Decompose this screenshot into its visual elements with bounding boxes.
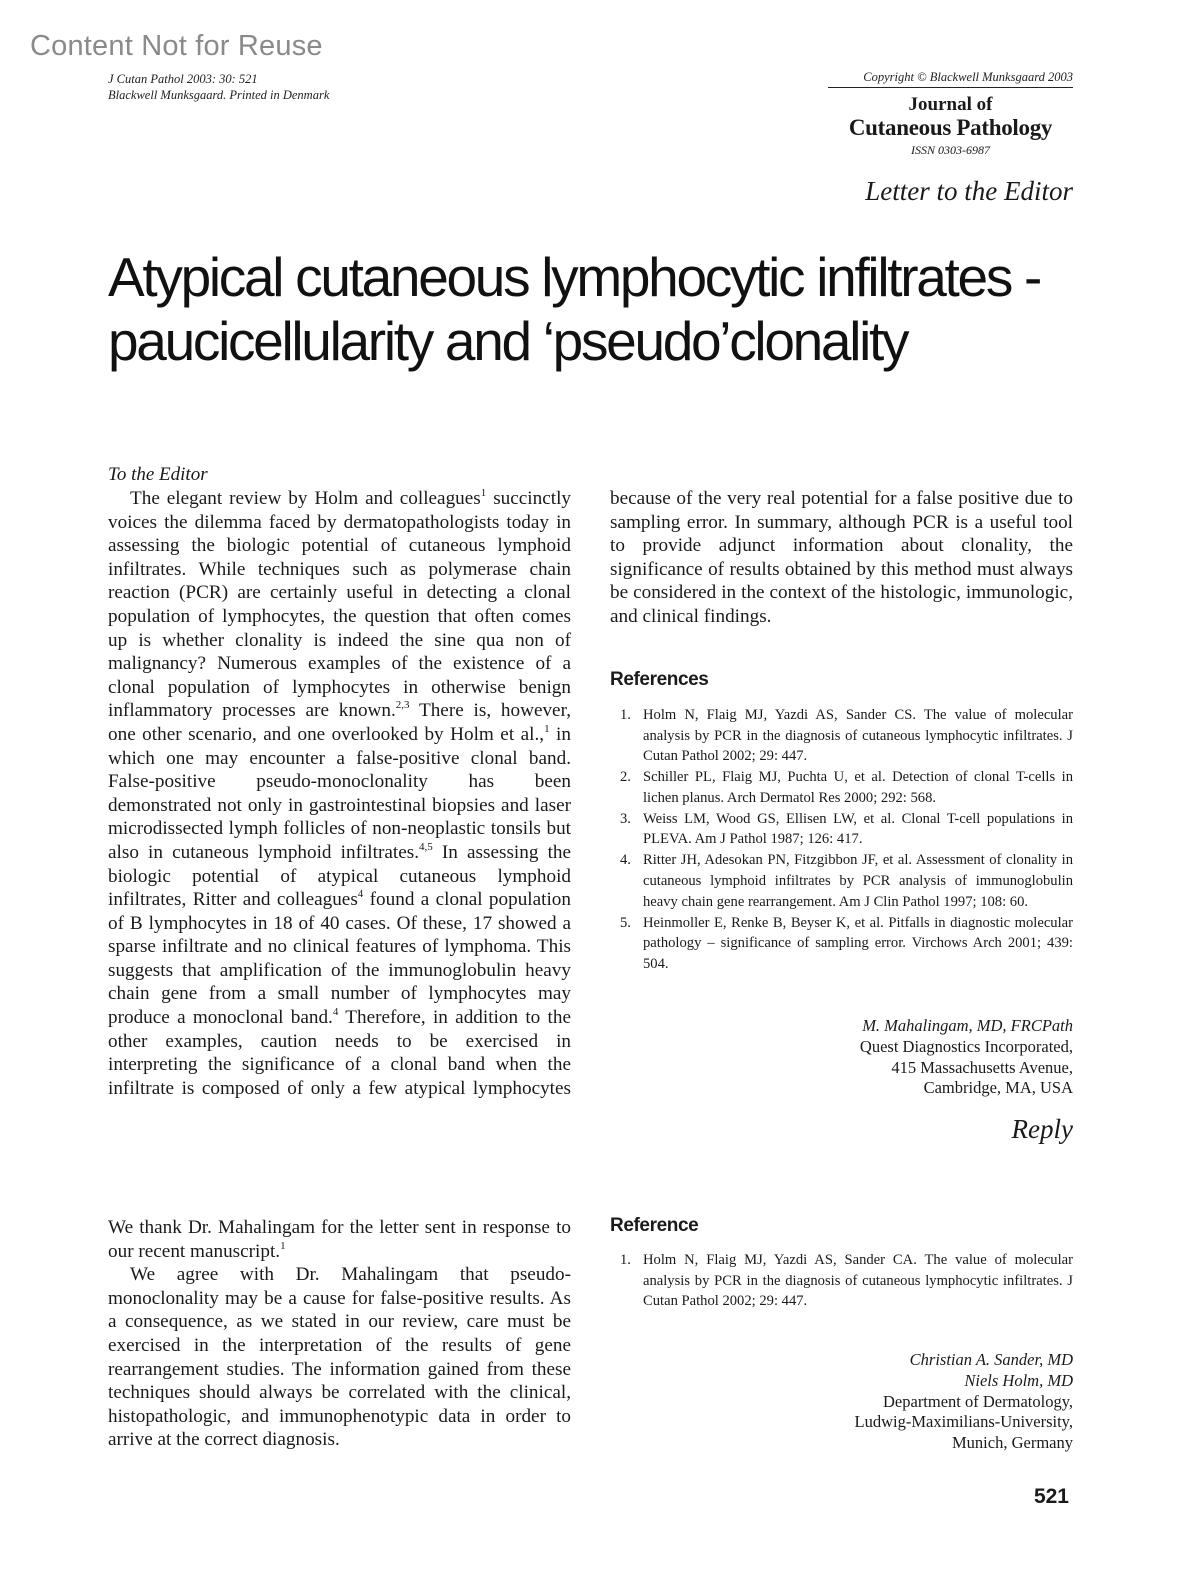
title-line-1: Atypical cutaneous lymphocytic infiltrates -	[108, 246, 1041, 308]
journal-of: Journal of	[908, 94, 993, 115]
reference-heading: Reference	[610, 1215, 699, 1236]
citation-sup: 4	[332, 1006, 339, 1019]
letter-references	[610, 669, 1073, 975]
letter-signature	[610, 1016, 1073, 1099]
journal-masthead	[828, 95, 1073, 158]
publisher-line: Blackwell Munksgaard. Printed in Denmark	[108, 88, 330, 102]
city-line: Munich, Germany	[952, 1433, 1073, 1453]
author-name: Christian A. Sander, MD	[909, 1350, 1073, 1369]
article-title	[108, 245, 1098, 373]
citation-line: J Cutan Pathol 2003: 30: 521	[108, 72, 258, 86]
citation-sup: 1	[544, 722, 550, 735]
watermark: Content Not for Reuse	[30, 30, 323, 62]
citation-sup: 1	[480, 487, 487, 499]
author-name: Niels Holm, MD	[964, 1370, 1073, 1390]
reply-label: Reply	[1011, 1114, 1073, 1144]
reply-references	[610, 1215, 1073, 1312]
letter-paragraph: The elegant review by Holm and colleagues$^1$ succinctly voices the dilemma faced by dermatopathologists today in assessing the biologic potential of cutaneous lymphoid infiltrates. While techniques such as polymerase chain reaction (PCR) are certainly useful in detecting a clonal population of lymphocytes, the question that often comes up is whether clonality is indeed the sine qua non of malignancy? Numerous examples of the existence of a clonal population of lymphocytes in otherwise benign inflammatory processes are known.$^{2,3}$ There is, however, one other scenario, and one overlooked by Holm et al.,$^1$ in which one may encounter a false-positive clonal band. False-positive pseudo-monoclonality has been demonstrated not only in gastrointestinal biopsies and laser microdissected lymph follicles of non-neoplastic tonsils but also in cutaneous lymphoid infiltrates.$^{4,5}$ In assessing the biologic potential of atypical cutaneous lymphoid infiltrates, Ritter and colleagues$^4$ found a clonal population of B lymphocytes in 18 of 40 cases. Of these, 17 showed a sparse infiltrate and no clinical features of lymphoma. This suggests that amplification of the immunoglobulin heavy chain gene from a small number of lymphocytes may produce a monoclonal band.$^4$ Therefore, in addition to the other examples, caution needs to be exercised in interpreting the significance of a clonal band when the infiltrate is composed of only a few atypical lymphocytes because of the very real potential for a false positive due to sampling error. In summary, although PCR is a useful tool to provide adjunct information about clonality, the significance of results obtained by this method must always be considered in the context of the histologic, immunologic, and clinical findings.	[108, 487, 1073, 1099]
reference-item: 1. Holm N, Flaig MJ, Yazdi AS, Sander CS. The value of molecular analysis by PCR in the diagnosis of cutaneous lymphocytic infiltrates. J Cutan Pathol 2002; 29: 447.	[620, 707, 1073, 765]
address-line: 415 Massachusetts Avenue,	[891, 1057, 1073, 1077]
reply-body	[108, 1216, 571, 1452]
references-list	[610, 1250, 1073, 1312]
section-label: Letter to the Editor	[865, 176, 1073, 206]
references-heading: References	[610, 669, 709, 690]
journal-name: Cutaneous Pathology	[848, 115, 1053, 140]
city-line: Cambridge, MA, USA	[923, 1078, 1073, 1098]
citation-sup: 1	[280, 1239, 286, 1252]
title-line-2: paucicellularity and ‘pseudo’clonality	[108, 310, 908, 372]
reference-item: 5. Heinmoller E, Renke B, Beyser K, et al. Pitfalls in diagnostic molecular pathology – significance of sampling error. Virchows Arch 2001; 439: 504.	[620, 914, 1073, 972]
reference-item: 2. Schiller PL, Flaig MJ, Puchta U, et al. Detection of clonal T-cells in lichen planus. Arch Dermatol Res 2000; 292: 568.	[620, 769, 1073, 806]
institution-line: Ludwig-Maximilians-University,	[854, 1412, 1073, 1432]
copyright-line: Copyright © Blackwell Munksgaard 2003	[828, 70, 1073, 88]
page-number: 521	[1033, 1485, 1069, 1508]
reference-item: 4. Ritter JH, Adesokan PN, Fitzgibbon JF, et al. Assessment of clonality in cutaneous lymphoid infiltrates by PCR analysis of immunoglobulin heavy chain gene rearrangement. Am J Clin Pathol 1997; 108: 60.	[620, 852, 1073, 910]
citation-block	[108, 71, 329, 103]
affiliation-line: Department of Dermatology,	[883, 1391, 1073, 1411]
affiliation-line: Quest Diagnostics Incorporated,	[859, 1036, 1073, 1056]
citation-sup: 4,5	[419, 840, 433, 853]
citation-sup: 2,3	[395, 699, 410, 712]
salutation: To the Editor	[108, 464, 208, 485]
author-name: M. Mahalingam, MD, FRCPath	[862, 1016, 1073, 1035]
reply-paragraph: We thank Dr. Mahalingam for the letter sent in response to our recent manuscript.$^1$	[108, 1217, 571, 1262]
letter-left-column	[108, 463, 571, 487]
reference-item: 3. Weiss LM, Wood GS, Ellisen LW, et al. Clonal T-cell populations in PLEVA. Am J Pathol 1987; 126: 417.	[620, 810, 1073, 848]
reply-paragraph: We agree with Dr. Mahalingam that pseudo-monoclonality may be a cause for false-positive results. As a consequence, as we stated in our review, care must be exercised in the interpretation of the results of gene rearrangement studies. The information gained from these techniques should always be correlated with the clinical, histopathologic, and immunophenotypic data in order to arrive at the correct diagnosis.	[108, 1264, 571, 1451]
citation-sup: 4	[357, 888, 364, 901]
reference-item: 1. Holm N, Flaig MJ, Yazdi AS, Sander CA. The value of molecular analysis by PCR in the diagnosis of cutaneous lymphocytic infiltrates. J Cutan Pathol 2002; 29: 447.	[620, 1252, 1073, 1310]
references-list	[610, 705, 1073, 974]
reply-signature	[610, 1350, 1073, 1454]
issn: ISSN 0303-6987	[911, 143, 990, 157]
